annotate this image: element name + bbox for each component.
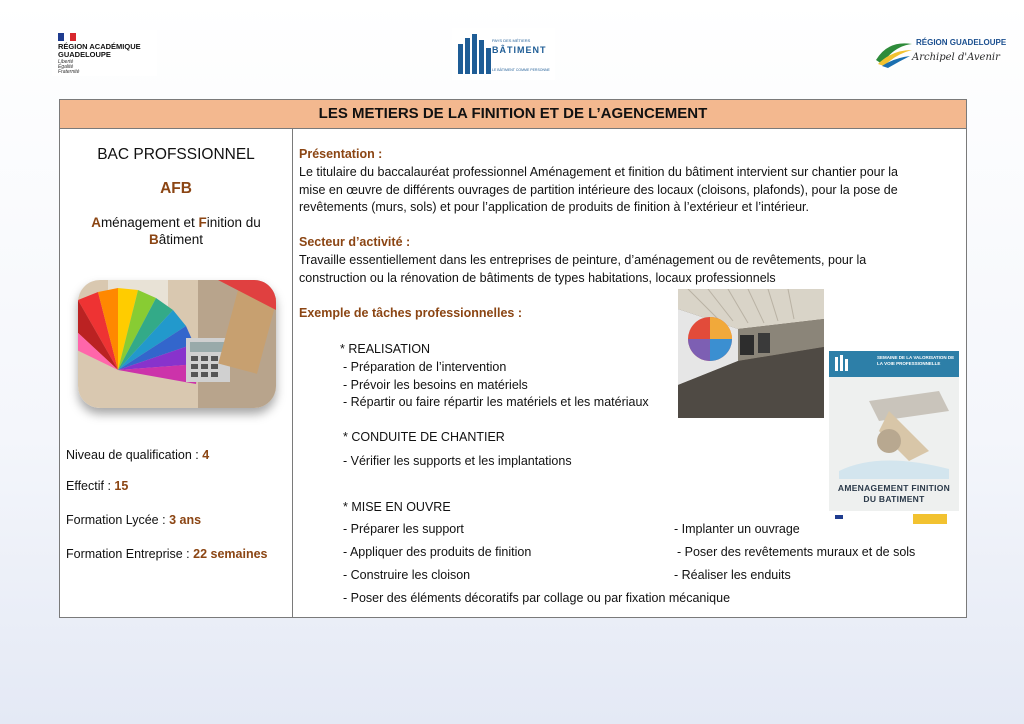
diploma-code: AFB [160, 180, 192, 197]
region-academique-logo [52, 30, 157, 76]
list-item: - Appliquer des produits de finition [343, 545, 532, 559]
stat-formation-entreprise: Formation Entreprise : 22 semaines [66, 547, 268, 561]
list-item: - Préparation de l’intervention [343, 360, 507, 374]
region-guadeloupe-logo [872, 32, 1007, 78]
diploma-name: Aménagement et Finition du Bâtiment [91, 215, 261, 247]
logo-right-line1: RÉGION GUADELOUPE [916, 38, 1007, 47]
building-bars-icon [458, 34, 491, 74]
logo-center-name: BÂTIMENT [492, 45, 547, 55]
logo-left-line2: GUADELOUPE [58, 50, 111, 59]
brochure-title-line1: AMENAGEMENT FINITION [837, 483, 951, 493]
realisation-list [343, 359, 649, 412]
brochure-top-text: SEMAINE DE LA VALORISATION DE LA VOIE PROFESSIONNELLE [877, 355, 955, 366]
tasks-title: Exemple de tâches professionnelles : [299, 306, 522, 320]
logo-center-top: PAYS DES MÉTIERS [492, 38, 531, 43]
stat-niveau: Niveau de qualification : 4 [66, 448, 210, 462]
list-item: - Prévoir les besoins en matériels [343, 377, 528, 392]
color-palette-image [78, 280, 276, 408]
column-divider [292, 129, 293, 617]
conduite-heading: * CONDUITE DE CHANTIER [343, 430, 505, 444]
sector-title: Secteur d’activité : [299, 235, 411, 249]
list-item: - Réaliser les enduits [674, 568, 791, 582]
french-flag-icon [58, 33, 76, 41]
logo-left-motto: Liberté Égalité Fraternité [58, 59, 80, 75]
list-item: - Implanter un ouvrage [674, 522, 800, 536]
list-item: - Poser des revêtements muraux et de sols [677, 545, 916, 559]
brochure-image [829, 351, 959, 533]
stat-formation-lycee: Formation Lycée : 3 ans [66, 513, 202, 527]
region-swoosh-icon [874, 38, 914, 68]
logo-right-line2: Archipel d'Avenir [912, 52, 1000, 63]
list-item: - Préparer les support [343, 522, 464, 536]
presentation-text: Le titulaire du baccalauréat professionnel Aménagement et finition du bâtiment intervient sur chantier pour la mise en œuvre de différents ouvrages de partition intérieure des locaux (cloisons, plafonds), pour la pose de revêtements (murs, sols) et pour l’application de produits de finition à l’extérieur et l’intérieur. [299, 165, 898, 214]
mise-heading: * MISE EN OUVRE [343, 500, 451, 514]
brochure-title-line2: DU BATIMENT [863, 494, 925, 504]
list-item: - Construire les cloison [343, 568, 471, 582]
pays-des-metiers-logo [452, 28, 555, 80]
realisation-heading: * REALISATION [340, 342, 431, 356]
page-title: LES METIERS DE LA FINITION ET DE L’AGENCEMENT [60, 100, 966, 129]
logo-left-line1: RÉGION ACADÉMIQUE [58, 42, 141, 51]
list-item: - Répartir ou faire répartir les matériels et les matériaux [343, 395, 649, 409]
construction-site-photo [678, 289, 824, 418]
sector-text: Travaille essentiellement dans les entreprises de peinture, d’aménagement ou de revêtements, pour la construction ou la rénovation de bâtiments de types habitations, locaux professionnels [299, 253, 867, 285]
stat-effectif: Effectif : 15 [66, 479, 129, 493]
logo-center-bottom: LE BÂTIMENT COMME PERSONNE [492, 68, 550, 72]
conduite-item: - Vérifier les supports et les implantations [343, 454, 572, 468]
diploma-label: BAC PROFSSIONNEL [97, 146, 255, 163]
list-item: - Poser des éléments décoratifs par collage ou par fixation mécanique [343, 591, 731, 605]
presentation-title: Présentation : [299, 147, 383, 161]
